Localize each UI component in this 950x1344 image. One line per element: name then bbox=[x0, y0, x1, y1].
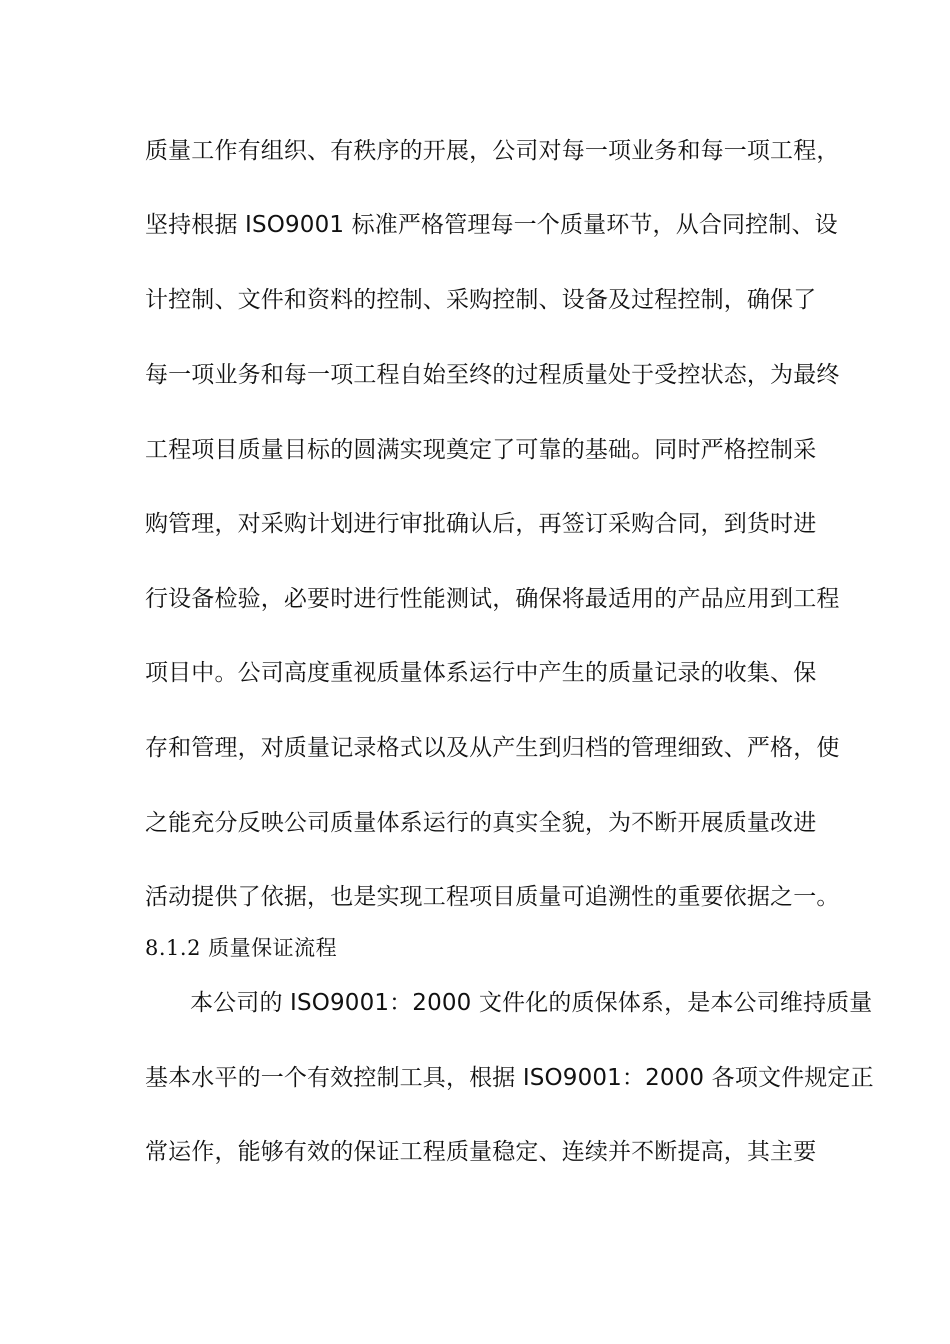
paragraph1-line-9: 存和管理，对质量记录格式以及从产生到归档的管理细致、严格，使 bbox=[145, 735, 840, 761]
paragraph1-line-4: 每一项业务和每一项工程自始至终的过程质量处于受控状态，为最终 bbox=[145, 362, 840, 388]
section-heading: 8.1.2 质量保证流程 bbox=[145, 936, 338, 960]
paragraph1-line-1: 质量工作有组织、有秩序的开展，公司对每一项业务和每一项工程， bbox=[145, 138, 840, 164]
paragraph1-line-3: 计控制、文件和资料的控制、采购控制、设备及过程控制，确保了 bbox=[145, 287, 817, 313]
paragraph1-line-5: 工程项目质量目标的圆满实现奠定了可靠的基础。同时严格控制采 bbox=[145, 437, 817, 463]
paragraph2-line-3: 常运作，能够有效的保证工程质量稳定、连续并不断提高，其主要 bbox=[145, 1139, 817, 1165]
paragraph1-line-6: 购管理，对采购计划进行审批确认后，再签订采购合同，到货时进 bbox=[145, 511, 817, 537]
paragraph1-line-7: 行设备检验，必要时进行性能测试，确保将最适用的产品应用到工程 bbox=[145, 586, 840, 612]
paragraph1-line-11: 活动提供了依据，也是实现工程项目质量可追溯性的重要依据之一。 bbox=[145, 884, 840, 910]
paragraph2-line-2: 基本水平的一个有效控制工具，根据 ISO9001：2000 各项文件规定正 bbox=[145, 1065, 874, 1091]
paragraph1-line-10: 之能充分反映公司质量体系运行的真实全貌，为不断开展质量改进 bbox=[145, 810, 817, 836]
paragraph1-line-2: 坚持根据 ISO9001 标准严格管理每一个质量环节，从合同控制、设 bbox=[145, 212, 838, 238]
paragraph1-line-8: 项目中。公司高度重视质量体系运行中产生的质量记录的收集、保 bbox=[145, 660, 817, 686]
paragraph2-line-1: 本公司的 ISO9001：2000 文件化的质保体系，是本公司维持质量 bbox=[190, 990, 873, 1016]
